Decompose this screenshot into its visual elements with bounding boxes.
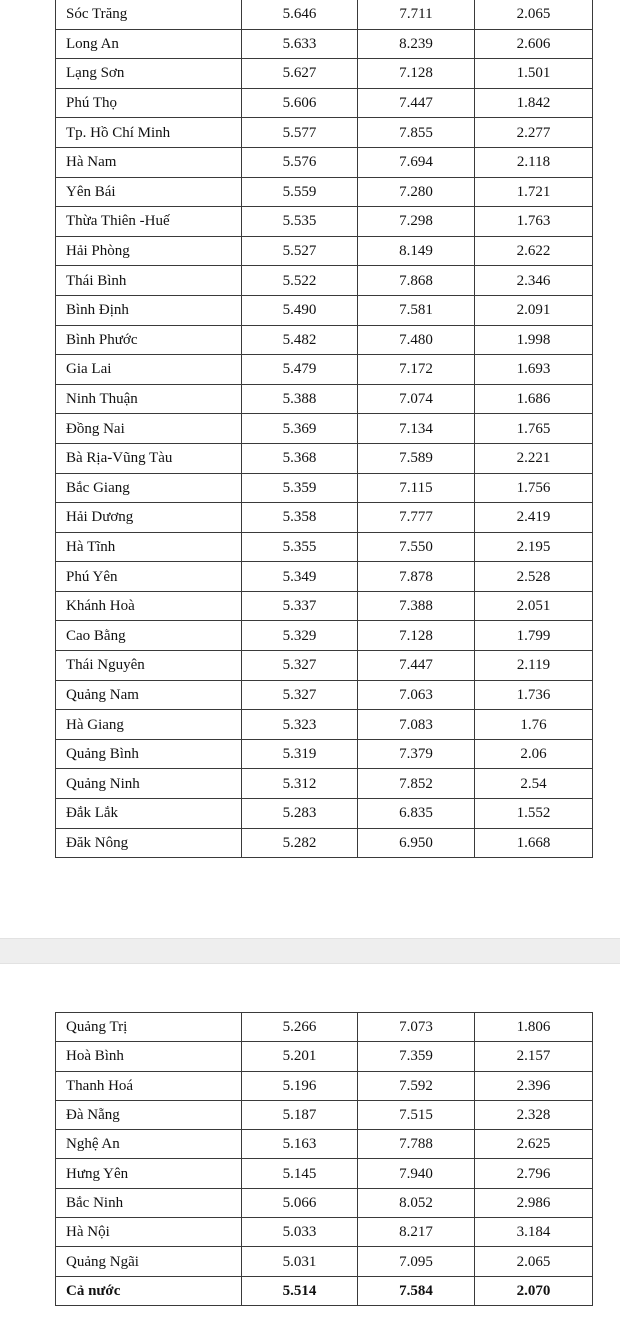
score-cell: 7.940 [358,1159,475,1188]
score-cell: 7.447 [358,88,475,118]
table-row [56,1218,593,1247]
table-row [56,29,593,59]
table-row [56,295,593,325]
table-row [56,503,593,533]
score-cell: 7.868 [358,266,475,296]
score-cell: 7.115 [358,473,475,503]
score-cell: 2.528 [475,562,593,592]
table-row [56,1071,593,1100]
score-cell: 7.095 [358,1247,475,1276]
province-name-cell: Quảng Ngãi [56,1247,242,1276]
table-row [56,414,593,444]
score-cell: 7.581 [358,295,475,325]
score-cell: 7.073 [358,1013,475,1042]
score-cell: 7.855 [358,118,475,148]
score-cell: 5.479 [242,355,358,385]
score-cell: 5.033 [242,1218,358,1247]
score-cell: 7.788 [358,1130,475,1159]
score-cell: 8.149 [358,236,475,266]
province-name-cell: Gia Lai [56,355,242,385]
score-cell: 7.280 [358,177,475,207]
table-row [56,769,593,799]
score-cell: 7.592 [358,1071,475,1100]
score-cell: 7.550 [358,532,475,562]
score-cell: 1.756 [475,473,593,503]
province-name-cell: Đồng Nai [56,414,242,444]
score-cell: 7.447 [358,651,475,681]
score-cell: 7.694 [358,147,475,177]
table-row [56,1247,593,1276]
table-row [56,384,593,414]
province-name-cell: Bắc Ninh [56,1188,242,1217]
score-cell: 5.329 [242,621,358,651]
score-cell: 7.134 [358,414,475,444]
score-cell: 2.986 [475,1188,593,1217]
score-cell: 7.878 [358,562,475,592]
score-cell: 1.552 [475,799,593,829]
province-name-cell: Cao Bằng [56,621,242,651]
province-name-cell: Lạng Sơn [56,59,242,89]
score-cell: 6.950 [358,828,475,858]
table-row [56,207,593,237]
score-cell: 8.217 [358,1218,475,1247]
province-name-cell: Đắk Lắk [56,799,242,829]
province-name-cell: Đăk Nông [56,828,242,858]
score-cell: 6.835 [358,799,475,829]
province-name-cell: Hưng Yên [56,1159,242,1188]
table-row [56,739,593,769]
table-row [56,355,593,385]
table-row [56,443,593,473]
score-cell: 2.606 [475,29,593,59]
score-cell: 8.239 [358,29,475,59]
province-name-cell: Thanh Hoá [56,1071,242,1100]
score-cell: 7.777 [358,503,475,533]
score-cell: 1.763 [475,207,593,237]
score-cell: 5.482 [242,325,358,355]
score-cell: 5.282 [242,828,358,858]
province-name-cell: Long An [56,29,242,59]
score-cell: 2.06 [475,739,593,769]
table-row [56,591,593,621]
province-name-cell: Hà Nam [56,147,242,177]
score-cell: 2.157 [475,1042,593,1071]
table-row [56,1042,593,1071]
province-name-cell: Hà Giang [56,710,242,740]
score-cell: 5.633 [242,29,358,59]
table-row [56,828,593,858]
score-cell: 5.355 [242,532,358,562]
province-name-cell: Bình Định [56,295,242,325]
province-name-cell: Bình Phước [56,325,242,355]
score-cell: 2.346 [475,266,593,296]
score-cell: 5.490 [242,295,358,325]
score-cell: 1.76 [475,710,593,740]
score-cell: 3.184 [475,1218,593,1247]
province-name-cell: Quảng Nam [56,680,242,710]
score-cell: 2.419 [475,503,593,533]
province-name-cell: Quảng Ninh [56,769,242,799]
score-cell: 5.031 [242,1247,358,1276]
table-row [56,59,593,89]
province-name-cell: Bắc Giang [56,473,242,503]
table-row [56,651,593,681]
score-cell: 7.359 [358,1042,475,1071]
score-cell: 5.527 [242,236,358,266]
table-row [56,177,593,207]
score-cell: 5.535 [242,207,358,237]
table-row [56,680,593,710]
score-cell: 5.606 [242,88,358,118]
score-cell: 5.349 [242,562,358,592]
document-page-2 [0,964,620,1343]
province-name-cell: Hải Dương [56,503,242,533]
score-cell: 5.319 [242,739,358,769]
table-row [56,621,593,651]
table-row [56,88,593,118]
score-cell: 1.501 [475,59,593,89]
score-cell: 7.074 [358,384,475,414]
score-cell: 7.379 [358,739,475,769]
table-row [56,1159,593,1188]
province-name-cell: Quảng Trị [56,1013,242,1042]
score-cell: 5.369 [242,414,358,444]
score-cell: 7.063 [358,680,475,710]
score-cell: 2.54 [475,769,593,799]
table-total-row [56,1276,593,1305]
score-cell: 5.163 [242,1130,358,1159]
score-cell: 5.327 [242,680,358,710]
score-cell: 2.065 [475,0,593,29]
province-name-cell: Phú Thọ [56,88,242,118]
table-row [56,1013,593,1042]
score-cell: 2.622 [475,236,593,266]
score-cell: 8.052 [358,1188,475,1217]
score-cell: 1.842 [475,88,593,118]
score-cell: 2.221 [475,443,593,473]
score-cell: 1.668 [475,828,593,858]
table-row [56,1100,593,1129]
score-cell: 2.065 [475,1247,593,1276]
province-name-cell: Yên Bái [56,177,242,207]
score-cell: 7.128 [358,621,475,651]
score-cell: 5.646 [242,0,358,29]
province-name-cell: Hà Nội [56,1218,242,1247]
score-cell: 2.796 [475,1159,593,1188]
province-name-cell: Hà Tĩnh [56,532,242,562]
score-cell: 5.358 [242,503,358,533]
province-name-cell: Phú Yên [56,562,242,592]
province-name-cell: Nghệ An [56,1130,242,1159]
score-cell: 1.806 [475,1013,593,1042]
score-cell: 5.283 [242,799,358,829]
score-cell: 7.172 [358,355,475,385]
score-cell: 2.091 [475,295,593,325]
province-name-cell: Thái Nguyên [56,651,242,681]
table-row [56,147,593,177]
score-cell: 2.051 [475,591,593,621]
score-cell: 5.323 [242,710,358,740]
table-row [56,266,593,296]
province-name-cell: Thừa Thiên -Huế [56,207,242,237]
score-cell: 7.515 [358,1100,475,1129]
table-row [56,1188,593,1217]
score-cell: 5.327 [242,651,358,681]
score-cell: 1.998 [475,325,593,355]
score-cell: 1.799 [475,621,593,651]
table-row [56,799,593,829]
table-row [56,0,593,29]
score-cell: 5.312 [242,769,358,799]
total-cell: 5.514 [242,1276,358,1305]
score-cell: 7.128 [358,59,475,89]
score-cell: 2.625 [475,1130,593,1159]
score-cell: 5.066 [242,1188,358,1217]
table-row [56,118,593,148]
table-row [56,236,593,266]
score-cell: 1.693 [475,355,593,385]
score-cell: 1.765 [475,414,593,444]
table-row [56,710,593,740]
score-cell: 1.721 [475,177,593,207]
score-cell: 7.711 [358,0,475,29]
province-name-cell: Hoà Bình [56,1042,242,1071]
score-cell: 7.083 [358,710,475,740]
score-cell: 2.195 [475,532,593,562]
province-name-cell: Hải Phòng [56,236,242,266]
score-cell: 5.577 [242,118,358,148]
score-cell: 5.627 [242,59,358,89]
score-cell: 5.187 [242,1100,358,1129]
table-row [56,325,593,355]
score-cell: 5.145 [242,1159,358,1188]
score-cell: 7.589 [358,443,475,473]
page-break-gap [0,938,620,964]
score-cell: 2.119 [475,651,593,681]
score-cell: 1.686 [475,384,593,414]
province-score-table-part-2 [55,1012,593,1306]
score-cell: 5.368 [242,443,358,473]
score-cell: 5.359 [242,473,358,503]
score-cell: 5.196 [242,1071,358,1100]
score-cell: 7.298 [358,207,475,237]
score-cell: 1.736 [475,680,593,710]
score-cell: 2.396 [475,1071,593,1100]
score-cell: 2.328 [475,1100,593,1129]
score-cell: 5.337 [242,591,358,621]
province-name-cell: Sóc Trăng [56,0,242,29]
score-cell: 5.388 [242,384,358,414]
total-label: Cả nước [56,1276,242,1305]
province-name-cell: Bà Rịa-Vũng Tàu [56,443,242,473]
province-name-cell: Thái Bình [56,266,242,296]
table-row [56,1130,593,1159]
table-row [56,473,593,503]
score-cell: 5.559 [242,177,358,207]
province-name-cell: Khánh Hoà [56,591,242,621]
total-cell: 7.584 [358,1276,475,1305]
total-cell: 2.070 [475,1276,593,1305]
score-cell: 5.576 [242,147,358,177]
province-name-cell: Ninh Thuận [56,384,242,414]
score-cell: 5.201 [242,1042,358,1071]
province-name-cell: Quảng Bình [56,739,242,769]
table-row [56,532,593,562]
province-name-cell: Tp. Hồ Chí Minh [56,118,242,148]
score-cell: 5.266 [242,1013,358,1042]
score-cell: 7.852 [358,769,475,799]
table-row [56,562,593,592]
province-name-cell: Đà Nẵng [56,1100,242,1129]
province-score-table-part-1 [55,0,593,858]
score-cell: 7.388 [358,591,475,621]
score-cell: 2.277 [475,118,593,148]
score-cell: 5.522 [242,266,358,296]
score-cell: 7.480 [358,325,475,355]
score-cell: 2.118 [475,147,593,177]
